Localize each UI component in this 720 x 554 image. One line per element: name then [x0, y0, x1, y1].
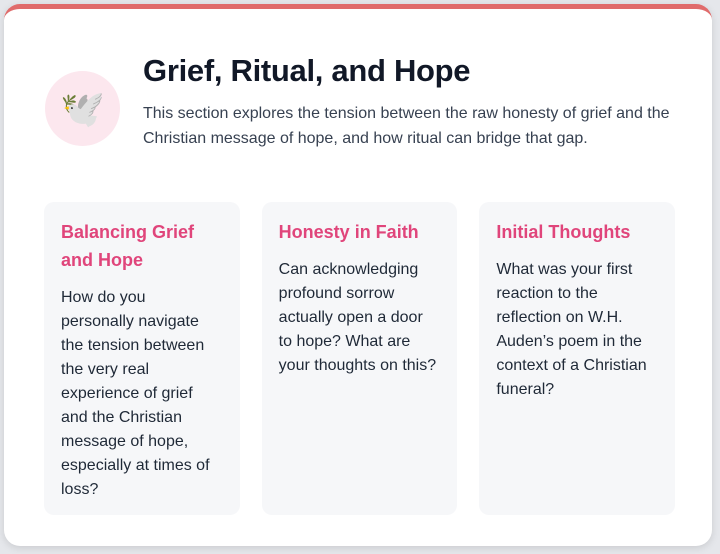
prompt-card-initial-thoughts — [479, 202, 675, 515]
prompt-card-body: Can acknowledging profound sorrow actually open a door to hope? What are your thoughts on this? — [278, 261, 437, 374]
prompt-card-title: Initial Thoughts — [496, 222, 631, 242]
prompt-card-title: Honesty in Faith — [278, 222, 419, 242]
prompt-card-honesty-in-faith — [262, 202, 458, 515]
prompt-card-balancing-grief-and-hope — [44, 202, 240, 515]
dove-icon-glyph: 🕊️ — [60, 87, 105, 129]
section-header — [143, 51, 683, 151]
section-description: This section explores the tension between the raw honesty of grief and the Christian message of hope, and how ritual can bridge that gap. — [143, 105, 670, 147]
section-card — [4, 4, 712, 546]
prompt-card-title: Balancing Grief and Hope — [61, 222, 195, 270]
prompt-cards — [44, 202, 675, 515]
prompt-card-body: What was your first reaction to the reflection on W.H. Auden’s poem in the context of a Christian funeral? — [496, 261, 647, 398]
section-title: Grief, Ritual, and Hope — [143, 53, 471, 88]
dove-icon — [45, 71, 120, 146]
prompt-card-body: How do you personally navigate the tension between the very real experience of grief and the Christian message of hope, especially at times of loss? — [61, 289, 210, 498]
